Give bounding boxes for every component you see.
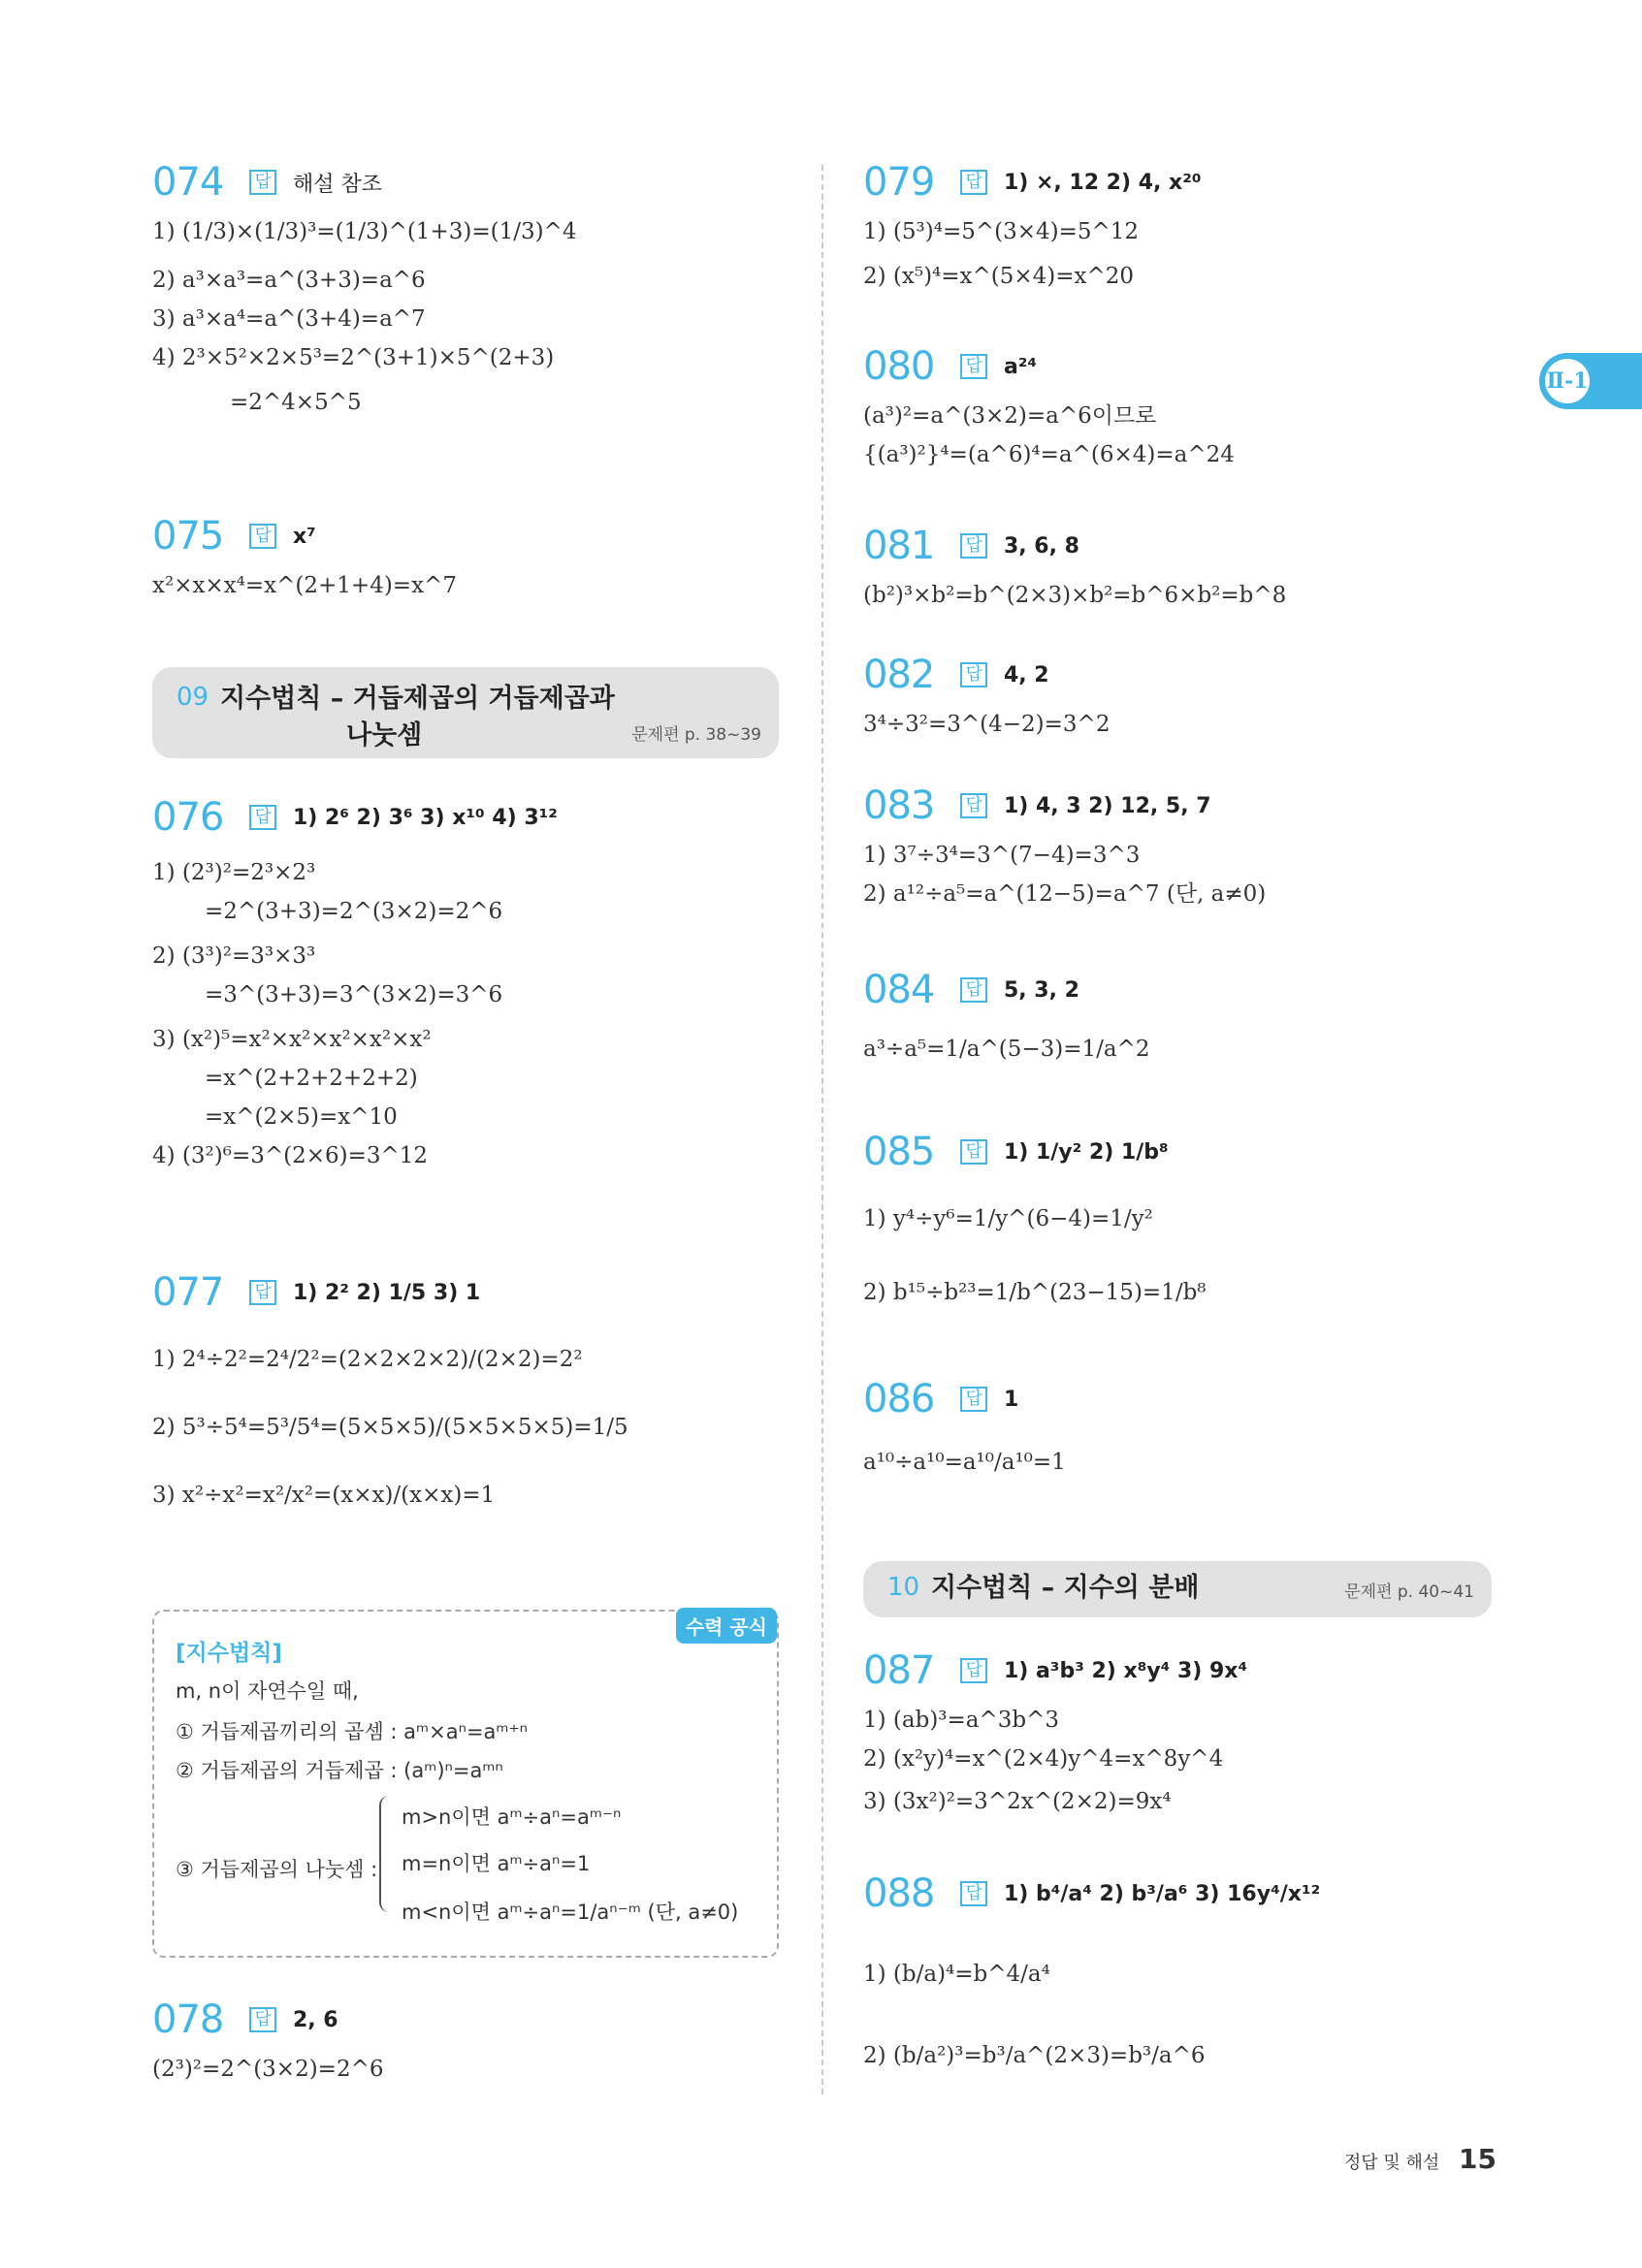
- solution-line: 2) (x⁵)⁴=x^(5×4)=x^20: [863, 264, 1135, 289]
- problem-079: [863, 160, 1484, 288]
- answer-badge: 답: [960, 662, 986, 687]
- answer-badge: 답: [249, 524, 275, 549]
- problem-075: [152, 514, 773, 597]
- page-number: 15: [1459, 2143, 1497, 2175]
- problem-080: [863, 344, 1484, 466]
- section-title-line2: 나눗셈: [346, 720, 423, 751]
- solution-line: {(a³)²}⁴=(a^6)⁴=a^(6×4)=a^24: [863, 442, 1235, 467]
- solution-line: =x^(2×5)=x^10: [205, 1104, 398, 1130]
- rule-2: ② 거듭제곱의 거듭제곱 : (aᵐ)ⁿ=aᵐⁿ: [176, 1759, 503, 1782]
- solution-line: a¹⁰÷a¹⁰=a¹⁰/a¹⁰=1: [863, 1450, 1066, 1475]
- solution-line: (2³)²=2^(3×2)=2^6: [152, 2057, 384, 2082]
- answer-text: 1) 2⁶ 2) 3⁶ 3) x¹⁰ 4) 3¹²: [292, 805, 558, 830]
- solution-line: =2^(3+3)=2^(3×2)=2^6: [205, 899, 503, 924]
- section-title: 지수법칙 – 지수의 분배: [931, 1573, 1200, 1603]
- problem-086: [863, 1377, 1484, 1474]
- column-divider: [821, 165, 823, 2094]
- section-number: 09: [177, 683, 209, 712]
- answer-text: 1) 2² 2) 1/5 3) 1: [292, 1280, 481, 1305]
- problem-number: 080: [863, 344, 935, 389]
- solution-line: 2) (3³)²=3³×3³: [152, 943, 316, 969]
- box-title: [지수법칙]: [176, 1641, 282, 1666]
- footer-label: 정답 및 해설: [1343, 2153, 1440, 2173]
- answer-text: 1) 4, 3 2) 12, 5, 7: [1003, 793, 1211, 818]
- solution-line: 1) y⁴÷y⁶=1/y^(6−4)=1/y²: [863, 1206, 1153, 1231]
- chapter-tab-label: Ⅱ-1: [1545, 359, 1590, 403]
- solution-line: 1) (1/3)×(1/3)³=(1/3)^(1+3)=(1/3)^4: [152, 219, 577, 244]
- section-09-header: [152, 667, 779, 758]
- answer-badge: 답: [960, 533, 986, 559]
- solution-line: =3^(3+3)=3^(3×2)=3^6: [205, 982, 503, 1007]
- answer-text: 4, 2: [1003, 662, 1049, 687]
- answer-badge: 답: [249, 170, 275, 195]
- rule-3: ③ 거듭제곱의 나눗셈 :: [176, 1858, 378, 1881]
- section-number: 10: [887, 1573, 920, 1602]
- answer-text: 1: [1003, 1387, 1019, 1412]
- solution-line: (b²)³×b²=b^(2×3)×b²=b^6×b²=b^8: [863, 583, 1287, 608]
- answer-badge: 답: [960, 1139, 986, 1165]
- problem-084: [863, 968, 1484, 1061]
- problem-076: [152, 795, 773, 1167]
- solution-line: 3⁴÷3²=3^(4−2)=3^2: [863, 712, 1111, 737]
- solution-line: 2) a³×a³=a^(3+3)=a^6: [152, 268, 426, 293]
- solution-line: 1) 2⁴÷2²=2⁴/2²=(2×2×2×2)/(2×2)=2²: [152, 1347, 583, 1372]
- solution-line: 3) a³×a⁴=a^(3+4)=a^7: [152, 306, 426, 332]
- problem-088: [863, 1871, 1484, 2067]
- case-brace: [379, 1796, 395, 1912]
- problem-083: [863, 783, 1484, 906]
- problem-077: [152, 1270, 773, 1507]
- problem-number: 081: [863, 524, 935, 568]
- answer-text: 해설 참조: [292, 172, 382, 197]
- solution-line: 1) (5³)⁴=5^(3×4)=5^12: [863, 219, 1140, 244]
- answer-badge: 답: [249, 2007, 275, 2032]
- problem-085: [863, 1130, 1484, 1304]
- problem-number: 087: [863, 1648, 935, 1693]
- solution-line: 1) (2³)²=2³×2³: [152, 860, 316, 885]
- answer-badge: 답: [960, 793, 986, 818]
- solution-line: 2) b¹⁵÷b²³=1/b^(23−15)=1/b⁸: [863, 1280, 1207, 1305]
- solution-line: 3) x²÷x²=x²/x²=(x×x)/(x×x)=1: [152, 1483, 496, 1508]
- section-title: [220, 681, 615, 754]
- solution-line: 1) (ab)³=a^3b^3: [863, 1708, 1060, 1733]
- section-title-line1: 지수법칙 – 거듭제곱의 거듭제곱과: [220, 684, 615, 714]
- solution-line: 2) a¹²÷a⁵=a^(12−5)=a^7 (단, a≠0): [863, 881, 1267, 907]
- answer-text: 1) 1/y² 2) 1/b⁸: [1003, 1139, 1169, 1165]
- box-intro: m, n이 자연수일 때,: [176, 1679, 359, 1703]
- rule-3-case-1: m>n이면 aᵐ÷aⁿ=aᵐ⁻ⁿ: [402, 1805, 622, 1829]
- answer-text: 1) b⁴/a⁴ 2) b³/a⁶ 3) 16y⁴/x¹²: [1003, 1881, 1321, 1906]
- chapter-tab: [1539, 353, 1642, 409]
- answer-badge: 답: [960, 1387, 986, 1412]
- answer-badge: 답: [960, 170, 986, 195]
- problem-number: 082: [863, 653, 935, 697]
- solution-line: 1) (b/a)⁴=b^4/a⁴: [863, 1962, 1050, 1987]
- solution-line: x²×x×x⁴=x^(2+1+4)=x^7: [152, 573, 457, 598]
- page-footer: [1344, 2143, 1497, 2175]
- rule-1: ① 거듭제곱끼리의 곱셈 : aᵐ×aⁿ=aᵐ⁺ⁿ: [176, 1720, 528, 1743]
- solution-line: 2) (b/a²)³=b³/a^(2×3)=b³/a^6: [863, 2043, 1206, 2068]
- problem-082: [863, 653, 1484, 736]
- problem-number: 088: [863, 1871, 935, 1916]
- problem-number: 078: [152, 1997, 224, 2042]
- solution-line: 4) (3²)⁶=3^(2×6)=3^12: [152, 1143, 429, 1168]
- formula-tag: 수력 공식: [676, 1608, 777, 1644]
- answer-text: 1) ×, 12 2) 4, x²⁰: [1003, 170, 1202, 195]
- answer-badge: 답: [249, 1280, 275, 1305]
- problem-number: 085: [863, 1130, 935, 1174]
- section-10-header: [863, 1561, 1492, 1617]
- answer-badge: 답: [249, 805, 275, 830]
- solution-line: 1) 3⁷÷3⁴=3^(7−4)=3^3: [863, 843, 1141, 868]
- solution-line: 2) 5³÷5⁴=5³/5⁴=(5×5×5)/(5×5×5×5)=1/5: [152, 1415, 628, 1440]
- answer-badge: 답: [960, 977, 986, 1003]
- problem-number: 074: [152, 160, 224, 205]
- solution-line: 4) 2³×5²×2×5³=2^(3+1)×5^(2+3): [152, 345, 555, 370]
- problem-number: 083: [863, 783, 935, 828]
- answer-text: 1) a³b³ 2) x⁸y⁴ 3) 9x⁴: [1003, 1658, 1248, 1683]
- answer-text: x⁷: [292, 524, 316, 549]
- solution-line: =2^4×5^5: [230, 390, 362, 415]
- problem-number: 079: [863, 160, 935, 205]
- section-reference: 문제편 p. 40~41: [1344, 1582, 1474, 1602]
- solution-line: =x^(2+2+2+2+2): [205, 1066, 418, 1091]
- solution-line: 2) (x²y)⁴=x^(2×4)y^4=x^8y^4: [863, 1746, 1224, 1772]
- solution-line: (a³)²=a^(3×2)=a^6이므로: [863, 403, 1157, 429]
- answer-text: 3, 6, 8: [1003, 533, 1079, 559]
- problem-074: [152, 160, 773, 414]
- rule-3-case-3: m<n이면 aᵐ÷aⁿ=1/aⁿ⁻ᵐ (단, a≠0): [402, 1901, 739, 1924]
- exponent-laws-box: [152, 1610, 779, 1958]
- answer-text: 5, 3, 2: [1003, 977, 1079, 1003]
- answer-text: a²⁴: [1003, 354, 1038, 379]
- problem-number: 075: [152, 514, 224, 559]
- solution-line: 3) (x²)⁵=x²×x²×x²×x²×x²: [152, 1027, 432, 1052]
- problem-087: [863, 1648, 1484, 1813]
- rule-3-case-2: m=n이면 aᵐ÷aⁿ=1: [402, 1852, 591, 1875]
- answer-badge: 답: [960, 1881, 986, 1906]
- solution-line: 3) (3x²)²=3^2x^(2×2)=9x⁴: [863, 1789, 1172, 1814]
- solution-line: a³÷a⁵=1/a^(5−3)=1/a^2: [863, 1037, 1150, 1062]
- problem-number: 077: [152, 1270, 224, 1315]
- answer-text: 2, 6: [292, 2007, 338, 2032]
- problem-number: 084: [863, 968, 935, 1012]
- problem-number: 076: [152, 795, 224, 840]
- problem-081: [863, 524, 1484, 607]
- problem-078: [152, 1997, 773, 2081]
- answer-badge: 답: [960, 1658, 986, 1683]
- answer-badge: 답: [960, 354, 986, 379]
- section-reference: 문제편 p. 38~39: [631, 725, 761, 745]
- problem-number: 086: [863, 1377, 935, 1421]
